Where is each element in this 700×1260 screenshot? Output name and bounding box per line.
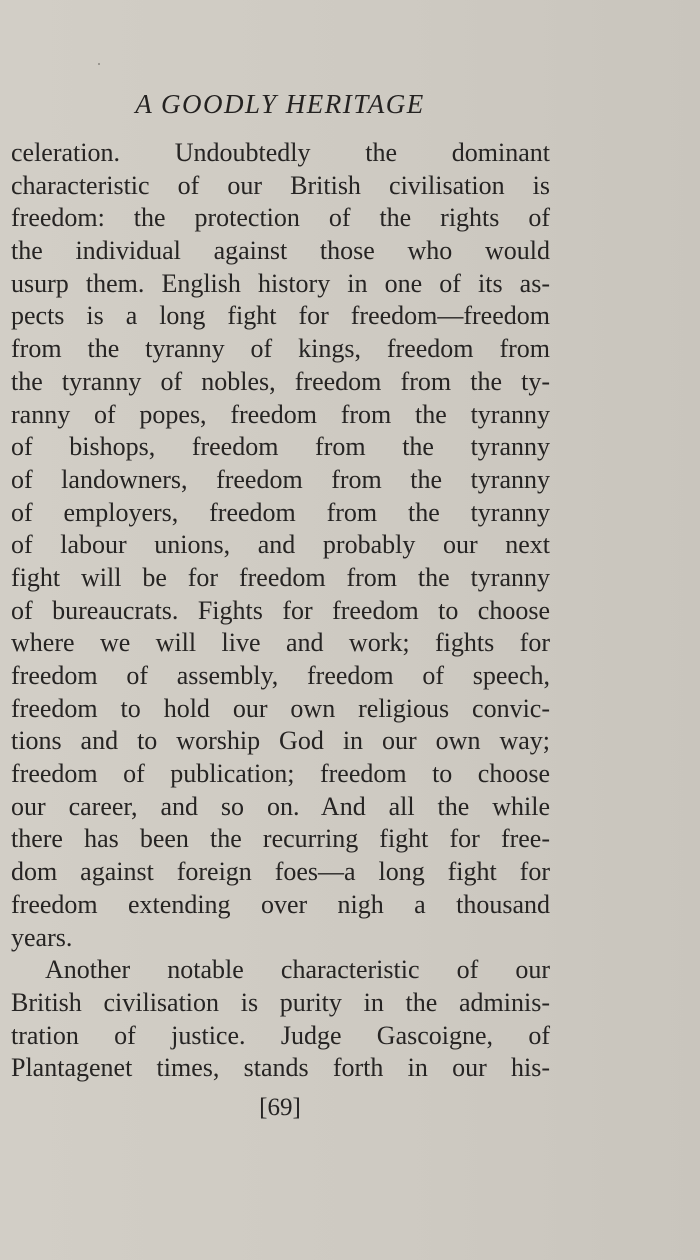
text-line: freedom to hold our own religious convic- bbox=[11, 693, 550, 723]
text-line: pects is a long fight for freedom—freedom bbox=[11, 301, 550, 331]
text-line: celeration. Undoubtedly the dominant bbox=[11, 138, 550, 167]
text-line: freedom of assembly, freedom of speech, bbox=[11, 661, 550, 690]
text-line: of labour unions, and probably our next bbox=[11, 530, 550, 560]
text-line: where we will live and work; fights for bbox=[11, 628, 550, 658]
text-line: of landowners, freedom from the tyranny bbox=[11, 464, 550, 494]
text-line: freedom: the protection of the rights of bbox=[11, 203, 550, 233]
running-head: A GOODLY HERITAGE bbox=[135, 89, 425, 119]
paragraph-end-line: years. bbox=[11, 922, 73, 952]
body-text bbox=[11, 137, 550, 1085]
text-line: Plantagenet times, stands forth in our his- bbox=[11, 1053, 550, 1083]
text-line: usurp them. English history in one of its as- bbox=[11, 268, 550, 298]
text-line: from the tyranny of kings, freedom from bbox=[11, 334, 550, 364]
text-line: the individual against those who would bbox=[11, 236, 550, 266]
paper-speck bbox=[98, 63, 100, 65]
text-line: the tyranny of nobles, freedom from the ty- bbox=[11, 366, 550, 396]
text-line: British civilisation is purity in the adminis- bbox=[11, 987, 550, 1017]
text-line: ranny of popes, freedom from the tyranny bbox=[11, 399, 550, 429]
text-line: freedom of publication; freedom to choose bbox=[11, 759, 550, 789]
text-line: of employers, freedom from the tyranny bbox=[11, 497, 550, 527]
text-line: of bureaucrats. Fights for freedom to choose bbox=[11, 595, 550, 625]
text-line: tions and to worship God in our own way; bbox=[11, 726, 550, 756]
page-number: [69] bbox=[259, 1094, 301, 1121]
text-line: characteristic of our British civilisation is bbox=[11, 170, 550, 200]
text-line: dom against foreign foes—a long fight for bbox=[11, 857, 550, 887]
text-line: fight will be for freedom from the tyranny bbox=[11, 562, 550, 592]
text-line: freedom extending over nigh a thousand bbox=[11, 889, 550, 919]
text-line: there has been the recurring fight for free- bbox=[11, 824, 550, 854]
paragraph-start-line: Another notable characteristic of our bbox=[45, 955, 550, 985]
text-line: our career, and so on. And all the while bbox=[11, 791, 550, 821]
text-line: tration of justice. Judge Gascoigne, of bbox=[11, 1020, 550, 1050]
text-line: of bishops, freedom from the tyranny bbox=[11, 432, 550, 462]
